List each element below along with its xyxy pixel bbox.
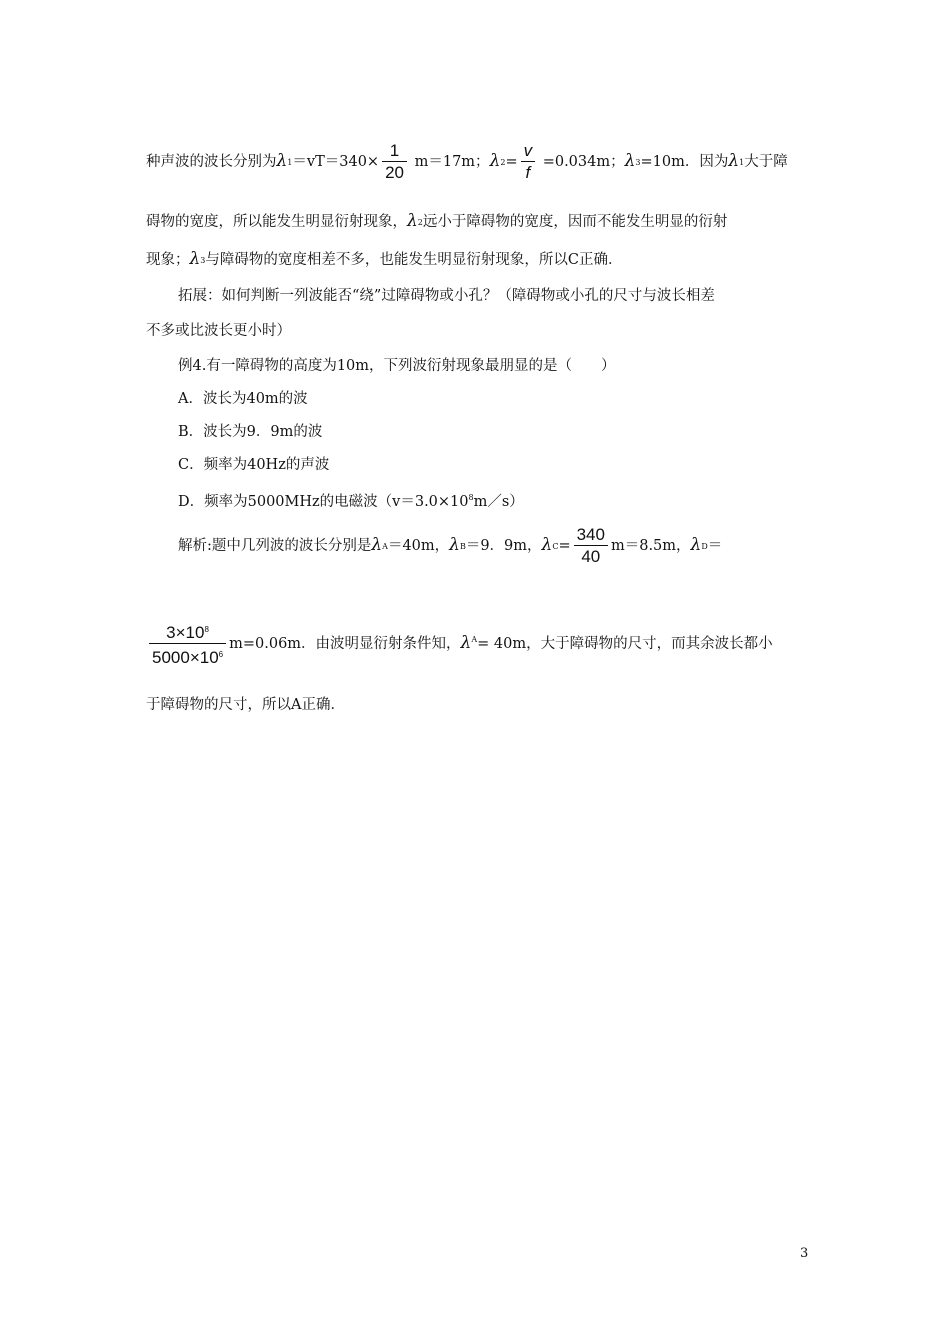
analysis-line2: $\frac{3\times 10^8}{5000\times 10^6}$ m=0.06m．由波明显衍射条件知，$\lambda^A= 40m$，大于障碍物的尺寸，而其余波长都小 [146,612,806,672]
option-a: A．波长为40m的波 [178,391,308,407]
extension-line1: 拓展：如何判断一列波能否“绕”过障碍物或小孔？（障碍物或小孔的尺寸与波长相差 [178,288,715,304]
para1-line3: 现象；λ3与障碍物的宽度相差不多，也能发生明显衍射现象，所以C正确． [146,249,623,269]
analysis-line3: 于障碍物的尺寸，所以A正确． [146,697,345,713]
fraction-3e8-over-5000e6: $\frac{3\times 10^8}{5000\times 10^6}$ [149,620,226,669]
extension-line2: 不多或比波长更小时） [146,323,291,339]
option-d: D．频率为5000MHz的电磁波$(v=3.0\times 10^8m/s)$ [178,493,524,510]
lambda-symbol: λ [276,151,288,171]
fraction-v-f: $\frac{v}{f}$ [521,141,536,184]
page-number: 3 [800,1246,809,1261]
option-c: C．频率为40Hz的声波 [178,457,330,473]
option-b: B．波长为9．9m的波 [178,424,323,440]
example-question: 例4.有一障碍物的高度为10m，下列波衍射现象最朋显的是（ ） [178,358,616,374]
fraction-340-40: $\frac{340}{40}$ [574,525,608,568]
fraction-1-20: $\frac{1}{20}$ [382,141,407,184]
para1-line1: 种声波的波长分别为λ1＝vT＝340× $\frac{1}{20}$ m＝17m；λ2= $\frac{v}{f}$ =0.034m；λ3=10m．因为λ1大于障 [146,140,788,182]
analysis-line1: 解析:题中几列波的波长分别是λA＝40m，λB＝9．9m，λC= $\frac{340}{40}$ m＝8.5m，λD＝ [178,524,723,566]
para1-line2: 碍物的宽度，所以能发生明显衍射现象，λ2远小于障碍物的宽度，因而不能发生明显的衍射 [146,211,728,231]
